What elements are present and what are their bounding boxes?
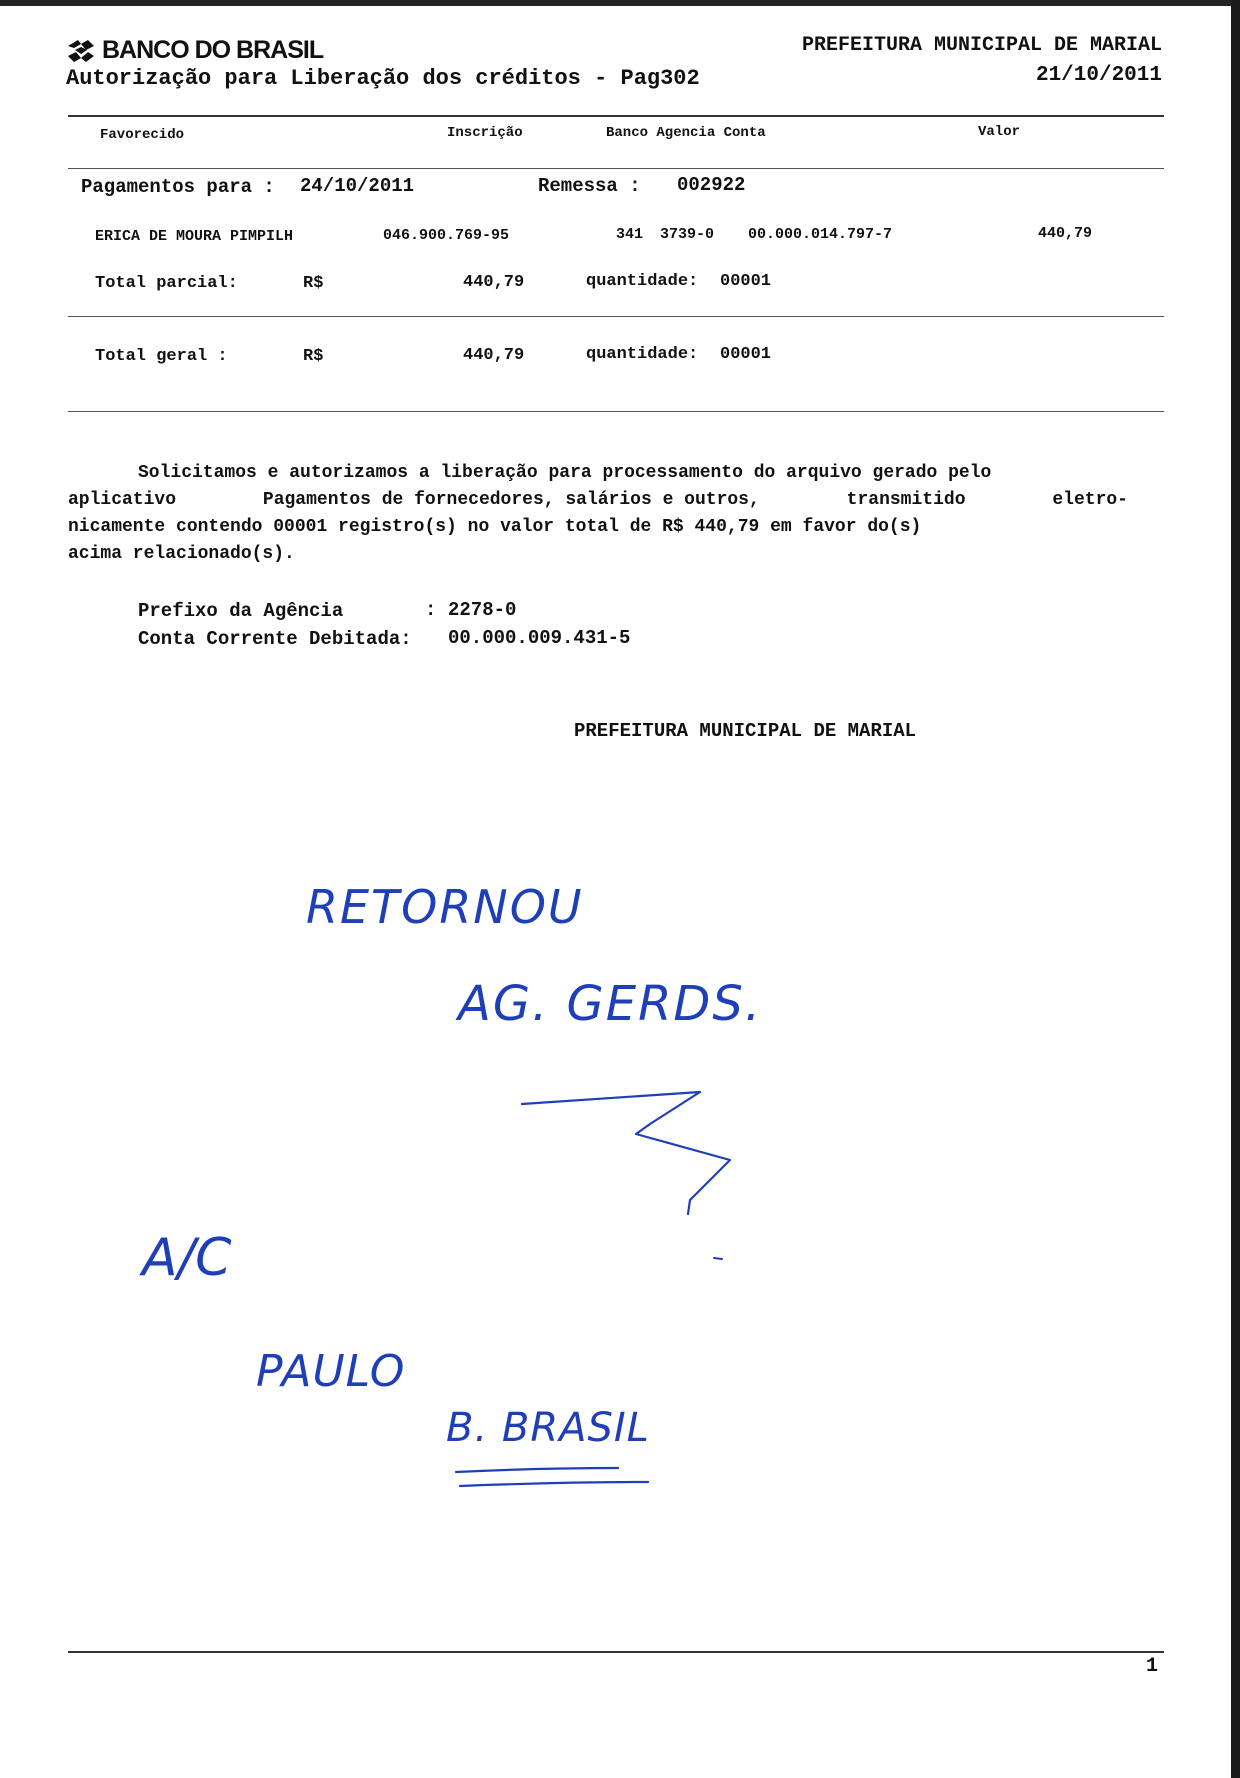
- partial-total-currency: R$: [303, 274, 324, 293]
- bank-name: BANCO DO BRASIL: [102, 36, 324, 64]
- scan-top-edge: [0, 0, 1240, 6]
- row-conta: 00.000.014.797-7: [748, 226, 893, 243]
- paragraph-line-3: nicamente contendo 00001 registro(s) no valor total de R$ 440,79 em favor do(s): [68, 517, 922, 537]
- column-header-valor: Valor: [978, 124, 1021, 140]
- handwritten-b-brasil: B. BRASIL: [446, 1405, 650, 1451]
- agency-prefix-value: 2278-0: [448, 599, 517, 621]
- row-banco: 341: [616, 226, 644, 243]
- issuer-name: PREFEITURA MUNICIPAL DE MARIAL: [801, 34, 1162, 57]
- signature-block: PREFEITURA MUNICIPAL DE MARIAL: [574, 720, 917, 742]
- debited-account-label: Conta Corrente Debitada:: [138, 628, 412, 650]
- handwritten-ac: A/C: [142, 1228, 232, 1288]
- issue-date: 21/10/2011: [1035, 64, 1162, 87]
- authorization-paragraph: [68, 460, 1128, 568]
- row-valor: 440,79: [1038, 225, 1093, 242]
- agency-prefix-separator: :: [425, 599, 437, 621]
- row-inscricao: 046.900.769-95: [383, 227, 510, 244]
- grand-total-divider: [68, 411, 1164, 412]
- remessa-label: Remessa :: [538, 175, 641, 197]
- signature-dot: [714, 1258, 722, 1259]
- partial-total-label: Total parcial:: [95, 274, 238, 293]
- column-header-favorecido: Favorecido: [100, 127, 185, 143]
- header-divider: [68, 115, 1164, 117]
- debited-account-value: 00.000.009.431-5: [448, 627, 631, 649]
- payments-date: 24/10/2011: [300, 175, 415, 197]
- footer-divider: [68, 1651, 1164, 1653]
- partial-quantity: 00001: [720, 272, 772, 291]
- row-agencia: 3739-0: [660, 226, 715, 243]
- remessa-value: 002922: [677, 174, 746, 196]
- partial-total-divider: [68, 316, 1164, 317]
- signature-scribble: [522, 1092, 730, 1214]
- paragraph-line-2: aplicativo Pagamentos de fornecedores, salários e outros, transmitido eletro-: [68, 490, 1128, 510]
- grand-total-label: Total geral :: [95, 347, 228, 366]
- grand-total-amount: 440,79: [463, 346, 525, 365]
- payments-label: Pagamentos para :: [81, 176, 275, 198]
- handwritten-retornou: RETORNOU: [306, 880, 584, 934]
- underline-1: [456, 1468, 618, 1472]
- paragraph-line-4: acima relacionado(s).: [68, 544, 295, 564]
- document-title: Autorização para Liberação dos créditos - Pag302: [66, 66, 700, 91]
- agency-prefix-label: Prefixo da Agência: [138, 600, 344, 622]
- grand-quantity: 00001: [720, 345, 772, 364]
- row-favorecido: ERICA DE MOURA PIMPILH: [95, 228, 294, 245]
- page-number: 1: [1145, 1655, 1158, 1678]
- column-header-divider: [68, 168, 1164, 169]
- bank-logo: [66, 36, 323, 65]
- partial-total-amount: 440,79: [463, 273, 525, 292]
- grand-quantity-label: quantidade:: [586, 345, 699, 364]
- grand-total-currency: R$: [303, 347, 324, 366]
- paragraph-line-1: Solicitamos e autorizamos a liberação para processamento do arquivo gerado pelo: [138, 463, 992, 483]
- column-header-banco-agencia-conta: Banco Agencia Conta: [606, 125, 766, 141]
- scan-right-edge: [1231, 0, 1240, 1778]
- column-header-inscricao: Inscrição: [447, 125, 523, 141]
- handwritten-agency: AG. GERDS.: [458, 976, 763, 1032]
- banco-do-brasil-logo-icon: [66, 38, 96, 64]
- handwritten-paulo: PAULO: [256, 1346, 406, 1397]
- underline-2: [460, 1482, 648, 1486]
- partial-quantity-label: quantidade:: [586, 272, 699, 291]
